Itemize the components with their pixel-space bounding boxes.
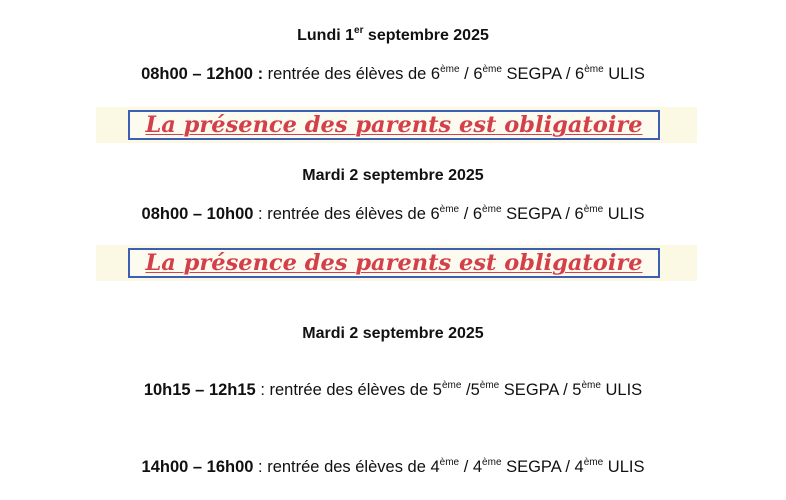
day2-heading: Mardi 2 septembre 2025	[302, 167, 484, 184]
schedule-line-3: 10h15 – 12h15 : rentrée des élèves de 5ème /5ème SEGPA / 5ème ULIS	[143, 379, 643, 399]
time-range: 10h15 – 12h15	[143, 381, 256, 399]
schedule-line-4: 14h00 – 16h00 : rentrée des élèves de 4ème / 4ème SEGPA / 4ème ULIS	[141, 456, 645, 476]
day1-heading: Lundi 1er septembre 2025	[297, 24, 489, 44]
parents-required-notice: La présence des parents est obligatoire	[128, 110, 660, 140]
parents-required-notice: La présence des parents est obligatoire	[128, 248, 660, 278]
day3-heading: Mardi 2 septembre 2025	[302, 325, 484, 342]
schedule-line-1: 08h00 – 12h00 : rentrée des élèves de 6ème / 6ème SEGPA / 6ème ULIS	[141, 63, 645, 83]
time-range: 08h00 – 12h00	[141, 65, 253, 83]
schedule-line-2: 08h00 – 10h00 : rentrée des élèves de 6ème / 6ème SEGPA / 6ème ULIS	[141, 203, 645, 223]
time-range: 08h00 – 10h00	[141, 205, 254, 223]
time-range: 14h00 – 16h00	[141, 458, 254, 476]
